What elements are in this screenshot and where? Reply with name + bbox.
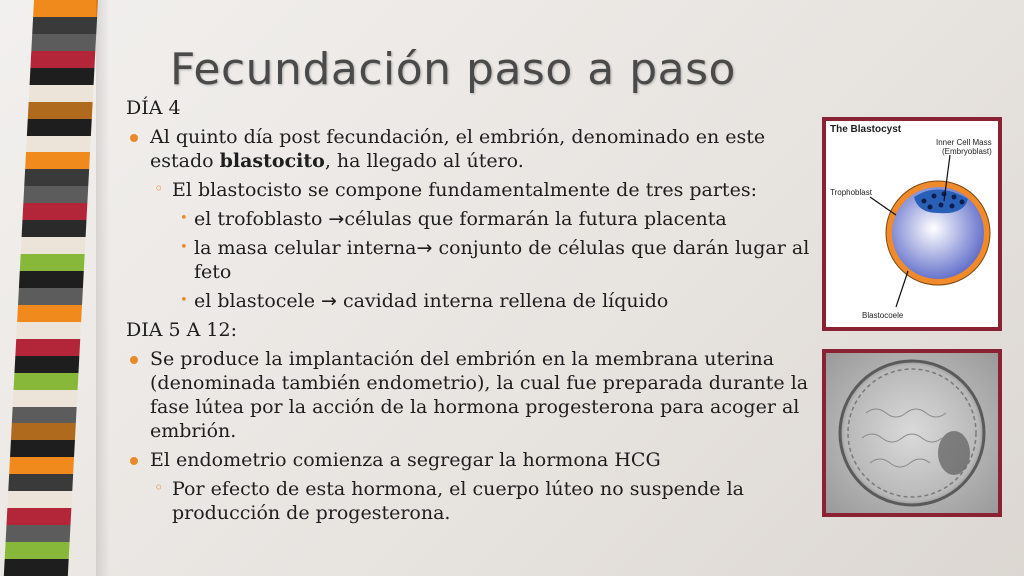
- stripe: [10, 440, 75, 457]
- stripe: [22, 220, 87, 237]
- stripe: [8, 474, 73, 491]
- diagram-title: The Blastocyst: [830, 124, 902, 135]
- arrow-icon: →: [321, 290, 337, 312]
- blastocyst-drawing: [826, 121, 998, 327]
- part-name: la masa celular interna: [194, 237, 417, 259]
- slide-content: [126, 96, 820, 530]
- blastocyst-parts-intro: ◦ El blastocisto se compone fundamentalmente de tres partes:: [126, 178, 820, 202]
- day4-bullet: [126, 125, 820, 173]
- day4-text-post: , ha llegado al útero.: [324, 150, 524, 172]
- day4-text-pre: Al quinto día post fecundación, el embrión, denominado en este estado: [150, 126, 766, 172]
- trophoblast-label: Trophoblast: [830, 188, 872, 197]
- stripe: [30, 68, 95, 85]
- stripe: [23, 186, 88, 203]
- arrow-icon: →: [416, 237, 433, 259]
- blastocito-term: blastocito: [219, 150, 325, 172]
- part-trophoblast: [126, 207, 820, 231]
- stripe: [26, 136, 91, 153]
- stripe: [32, 17, 97, 34]
- stripe: [28, 102, 93, 119]
- day4-heading: DÍA 4: [126, 97, 181, 119]
- implantation-bullet: Se produce la implantación del embrión en la membrana uterina (denominada también endometrio), la cual fue preparada durante la fase lútea por la acción de la hormona progesterona para acoger al embrión.: [126, 347, 820, 443]
- stripe: [22, 203, 87, 220]
- stripe: [5, 542, 70, 559]
- stripe: [6, 508, 71, 525]
- slide-title: Fecundación paso a paso: [170, 44, 736, 95]
- part-desc: conjunto de células que darán lugar al feto: [194, 237, 810, 283]
- stripe: [15, 339, 80, 356]
- blastocoele-pointer: [896, 271, 908, 307]
- progesterone-subbullet: ◦ Por efecto de esta hormona, el cuerpo lúteo no suspende la producción de progesterona.: [126, 477, 820, 525]
- micrograph-image: [826, 353, 998, 513]
- stripe: [14, 356, 79, 373]
- blastocoele-label: Blastocoele: [862, 311, 904, 320]
- stripe: [21, 237, 86, 254]
- part-name: el trofoblasto: [194, 208, 329, 230]
- stripe: [20, 254, 85, 271]
- stripe: [18, 288, 83, 305]
- part-name: el blastocele: [194, 290, 321, 312]
- blastocyst-diagram: [822, 117, 1002, 331]
- part-blastocoele: [126, 289, 820, 313]
- hcg-bullet: El endometrio comienza a segregar la hormona HCG: [126, 448, 820, 472]
- stripe: [17, 305, 82, 322]
- stripe: [24, 169, 89, 186]
- stripe: [30, 51, 95, 68]
- stripe: [31, 34, 96, 51]
- stripe: [11, 423, 76, 440]
- embryoblast-label: (Embryoblast): [942, 147, 992, 156]
- part-inner-cell-mass: [126, 236, 820, 284]
- stripe: [4, 559, 69, 576]
- inner-cell-mass-label: Inner Cell Mass: [936, 138, 992, 147]
- stripe: [12, 407, 77, 424]
- trophoblast-pointer: [870, 197, 896, 215]
- blastocyst-micrograph: [822, 349, 1002, 517]
- stripe: [6, 525, 71, 542]
- stripe: [16, 322, 81, 339]
- stripe: [33, 0, 98, 17]
- day5-heading: DIA 5 A 12:: [126, 319, 237, 341]
- stripe: [19, 271, 84, 288]
- stripe: [7, 491, 72, 508]
- stripe: [27, 119, 92, 136]
- stripe: [29, 85, 94, 102]
- stripe: [9, 457, 74, 474]
- stripe: [25, 152, 90, 169]
- part-desc: células que formarán la futura placenta: [344, 208, 727, 230]
- decorative-stripe-bar: [4, 0, 98, 576]
- part-desc: cavidad interna rellena de líquido: [336, 290, 669, 312]
- arrow-icon: →: [328, 208, 345, 230]
- stripe-shadow: [96, 0, 110, 576]
- stripe: [13, 390, 78, 407]
- stripe: [14, 373, 79, 390]
